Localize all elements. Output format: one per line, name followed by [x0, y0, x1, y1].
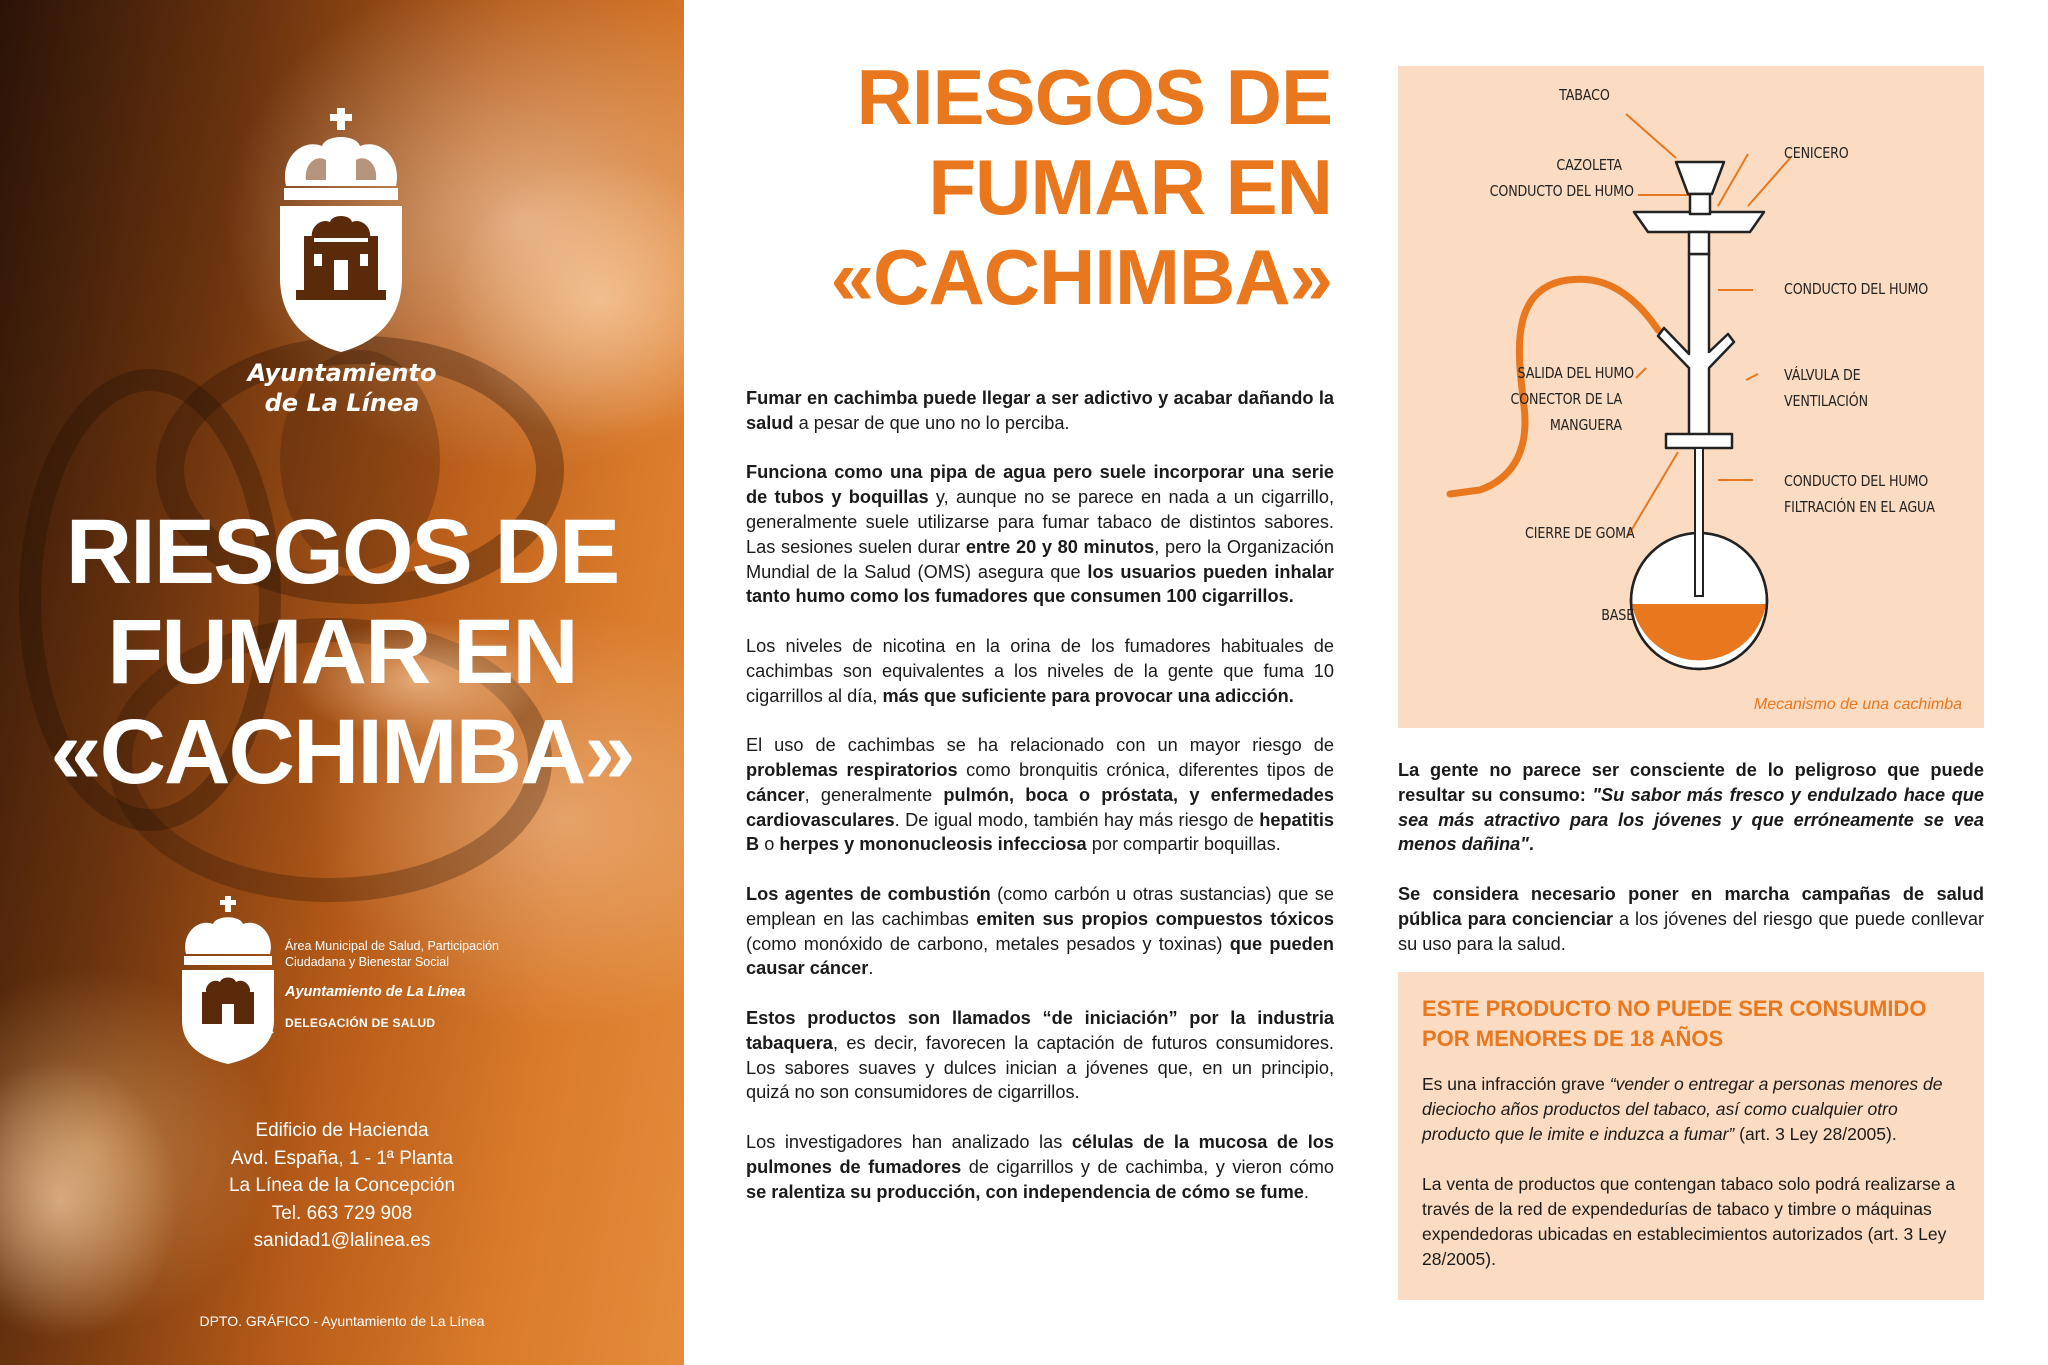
area-municipal-line: Ciudadana y Bienestar Social	[285, 955, 449, 969]
warning-title	[1422, 994, 1960, 1054]
text-run: Estos productos son llamados “de iniciación” por la industria tabaquera	[746, 1007, 1334, 1053]
text-run: como bronquitis crónica, diferentes tipos de	[957, 759, 1335, 780]
text-run: Los niveles de nicotina en la orina de los fumadores habituales de cachimbas son equivalentes a los niveles de la gente que fuma 10 cigarrillos al día,	[746, 635, 1334, 706]
text-run: emiten sus propios compuestos tóxicos	[976, 908, 1334, 929]
hookah-diagram	[1398, 66, 1984, 728]
paragraph-combustion	[746, 882, 1334, 981]
phone-number: Tel. 663 729 908	[271, 1202, 413, 1224]
text-run: que pueden causar cáncer	[746, 933, 1335, 979]
paragraph-investigadores	[746, 1130, 1334, 1204]
cover-title-line: FUMAR EN	[107, 601, 577, 703]
design-credit: DPTO. GRÁFICO - Ayuntamiento de La Línea	[199, 1313, 485, 1329]
label-conducto-humo-3: CONDUCTO DEL HUMO	[1784, 472, 1929, 490]
ayuntamiento-name-line: de La Línea	[264, 389, 420, 417]
label-valvula-ventilacion: VÁLVULA DE VENTILACIÓN	[1784, 366, 1868, 410]
label-conector: CONECTOR DE LA	[1510, 390, 1622, 408]
text-run: (art. 3 Ley 28/2005).	[1734, 1124, 1897, 1144]
email-address: sanidad1@lalinea.es	[253, 1230, 431, 1251]
text-run: .	[1303, 1181, 1309, 1202]
delegacion-block	[285, 938, 525, 1030]
text-run: a pesar de que uno no lo perciba.	[793, 412, 1070, 433]
paragraph-campanas	[1398, 882, 1984, 956]
cover-title-line: «CACHIMBA»	[50, 701, 634, 803]
text-run: más que suficiente para provocar una adicción.	[882, 685, 1294, 706]
contact-address	[0, 1117, 684, 1255]
text-run: hepatitis B	[746, 809, 1334, 855]
text-run: Fumar en cachimba puede llegar a ser adictivo y acabar dañando la salud	[746, 388, 1334, 433]
diagram-caption: Mecanismo de una cachimba	[1753, 696, 1962, 713]
text-run: cáncer	[746, 784, 805, 805]
address-line: Avd. España, 1 - 1ª Planta	[230, 1147, 454, 1169]
text-run: . De igual modo, también hay más riesgo de	[894, 809, 1260, 830]
label-cenicero: CENICERO	[1784, 144, 1849, 162]
text-run: Se considera necesario poner en marcha campañas de salud pública para concienciar	[1398, 883, 1984, 929]
article-body	[746, 386, 1334, 1229]
right-text	[1398, 758, 1984, 981]
paragraph-iniciacion	[746, 1006, 1334, 1105]
paragraph-nicotina	[746, 634, 1334, 708]
cover-title-line: RIESGOS DE	[65, 501, 619, 603]
main-title-line: FUMAR EN	[928, 143, 1332, 231]
text-run: Los agentes de combustión	[746, 883, 991, 904]
label-cazoleta: CAZOLETA	[1556, 156, 1622, 174]
paragraph-funciona	[746, 460, 1334, 609]
age-warning-box	[1398, 972, 1984, 1300]
text-run: “vender o entregar a personas menores de dieciocho años productos del tabaco, así como cualquier otro producto que le imite e induzca a fumar”	[1422, 1074, 1943, 1144]
label-manguera: MANGUERA	[1549, 416, 1622, 434]
text-run: , generalmente	[804, 784, 944, 805]
text-run: , pero la Organización Mundial de la Salud (OMS) asegura que	[746, 536, 1334, 582]
label-base: BASE	[1601, 606, 1634, 624]
text-run: , es decir, favorecen la captación de futuros consumidores. Los sabores suaves y dulces inician a jóvenes que, en un principio, quizá no son consumidores de cigarrillos.	[746, 1032, 1334, 1103]
address-line: La Línea de la Concepción	[228, 1175, 456, 1196]
text-run: por compartir boquillas.	[1086, 834, 1281, 855]
address-line: Edificio de Hacienda	[255, 1120, 429, 1141]
paragraph-adictivo	[746, 386, 1334, 436]
ayuntamiento-name-line: Ayuntamiento	[247, 359, 437, 387]
text-run: El uso de cachimbas se ha relacionado con un mayor riesgo de	[746, 735, 1334, 756]
text-run: Funciona como una pipa de agua pero suele incorporar una serie de tubos y boquillas	[746, 462, 1334, 508]
text-run: o	[759, 834, 780, 855]
delegacion-crest-icon	[178, 896, 278, 1072]
text-run: de cigarrillos y de cachimba, y vieron cómo	[961, 1156, 1334, 1177]
label-conducto-humo-1: CONDUCTO DEL HUMO	[1489, 182, 1634, 200]
main-title	[760, 52, 1332, 322]
label-conducto-humo-2: CONDUCTO DEL HUMO	[1784, 280, 1929, 298]
text-run: pulmón, boca o próstata, y enfermedades cardiovasculares	[746, 784, 1334, 830]
text-run: "Su sabor más fresco y endulzado hace que sea más atractivo para los jóvenes y que erróneamente se vea menos dañina"	[1398, 784, 1984, 855]
text-run: células de la mucosa de los pulmones de fumadores	[746, 1131, 1334, 1177]
main-title-line: RIESGOS DE	[856, 53, 1332, 141]
paragraph-consciente	[1398, 758, 1984, 857]
ayuntamiento-small-name: Ayuntamiento de La Línea	[285, 984, 466, 1000]
text-run: .	[868, 958, 874, 979]
delegacion-salud-title: DELEGACIÓN DE SALUD	[285, 1016, 436, 1030]
city-crest-icon	[276, 108, 406, 354]
cover-panel	[0, 0, 684, 1365]
text-run: se ralentiza su producción, con independencia de cómo se fume	[746, 1181, 1304, 1202]
text-run: a los jóvenes del riesgo que puede conllevar su uso para la salud.	[1398, 908, 1984, 954]
text-run: .	[1528, 834, 1534, 855]
label-filtracion-agua: FILTRACIÓN EN EL AGUA	[1784, 498, 1935, 516]
text-run: La gente no parece ser consciente de lo peligroso que puede resultar su consumo:	[1398, 760, 1984, 805]
text-run: los usuarios pueden inhalar tanto humo como los fumadores que consumen 100 cigarrillos.	[746, 561, 1334, 607]
label-cierre-goma: CIERRE DE GOMA	[1524, 524, 1634, 542]
text-run: problemas respiratorios	[746, 759, 958, 780]
area-municipal-text	[285, 938, 525, 970]
main-title-line: «CACHIMBA»	[830, 233, 1332, 321]
label-tabaco: TABACO	[1559, 86, 1610, 104]
text-run: entre 20 y 80 minutos	[965, 536, 1155, 557]
area-municipal-line: Área Municipal de Salud, Participación	[285, 939, 500, 953]
text-run: (como monóxido de carbono, metales pesados y toxinas)	[746, 933, 1230, 954]
paragraph-venta	[1422, 1172, 1960, 1272]
label-salida-humo: SALIDA DEL HUMO	[1517, 364, 1634, 382]
text-run: herpes y mononucleosis infecciosa	[779, 834, 1087, 855]
text-run: La venta de productos que contengan tabaco solo podrá realizarse a través de la red de expendedurías de tabaco y timbre o máquinas expendedoras ubicadas en establecimientos autorizados (art. 3 Ley 28/2005).	[1422, 1174, 1956, 1269]
cover-title	[0, 502, 684, 802]
text-run: (como carbón u otras sustancias) que se emplean en las cachimbas	[746, 883, 1335, 929]
paragraph-riesgos	[746, 733, 1334, 857]
warning-title-line: ESTE PRODUCTO NO PUEDE SER CONSUMIDO	[1422, 996, 1927, 1021]
text-run: y, aunque no se parece en nada a un cigarrillo, generalmente suele utilizarse para fumar tabaco de distintos sabores. Las sesiones suelen durar	[746, 487, 1334, 557]
ayuntamiento-name	[0, 358, 684, 418]
text-run: Los investigadores han analizado las	[746, 1131, 1072, 1152]
warning-title-line: POR MENORES DE 18 AÑOS	[1422, 1026, 1724, 1051]
paragraph-infraccion	[1422, 1072, 1960, 1147]
text-run: Es una infracción grave	[1422, 1074, 1610, 1094]
